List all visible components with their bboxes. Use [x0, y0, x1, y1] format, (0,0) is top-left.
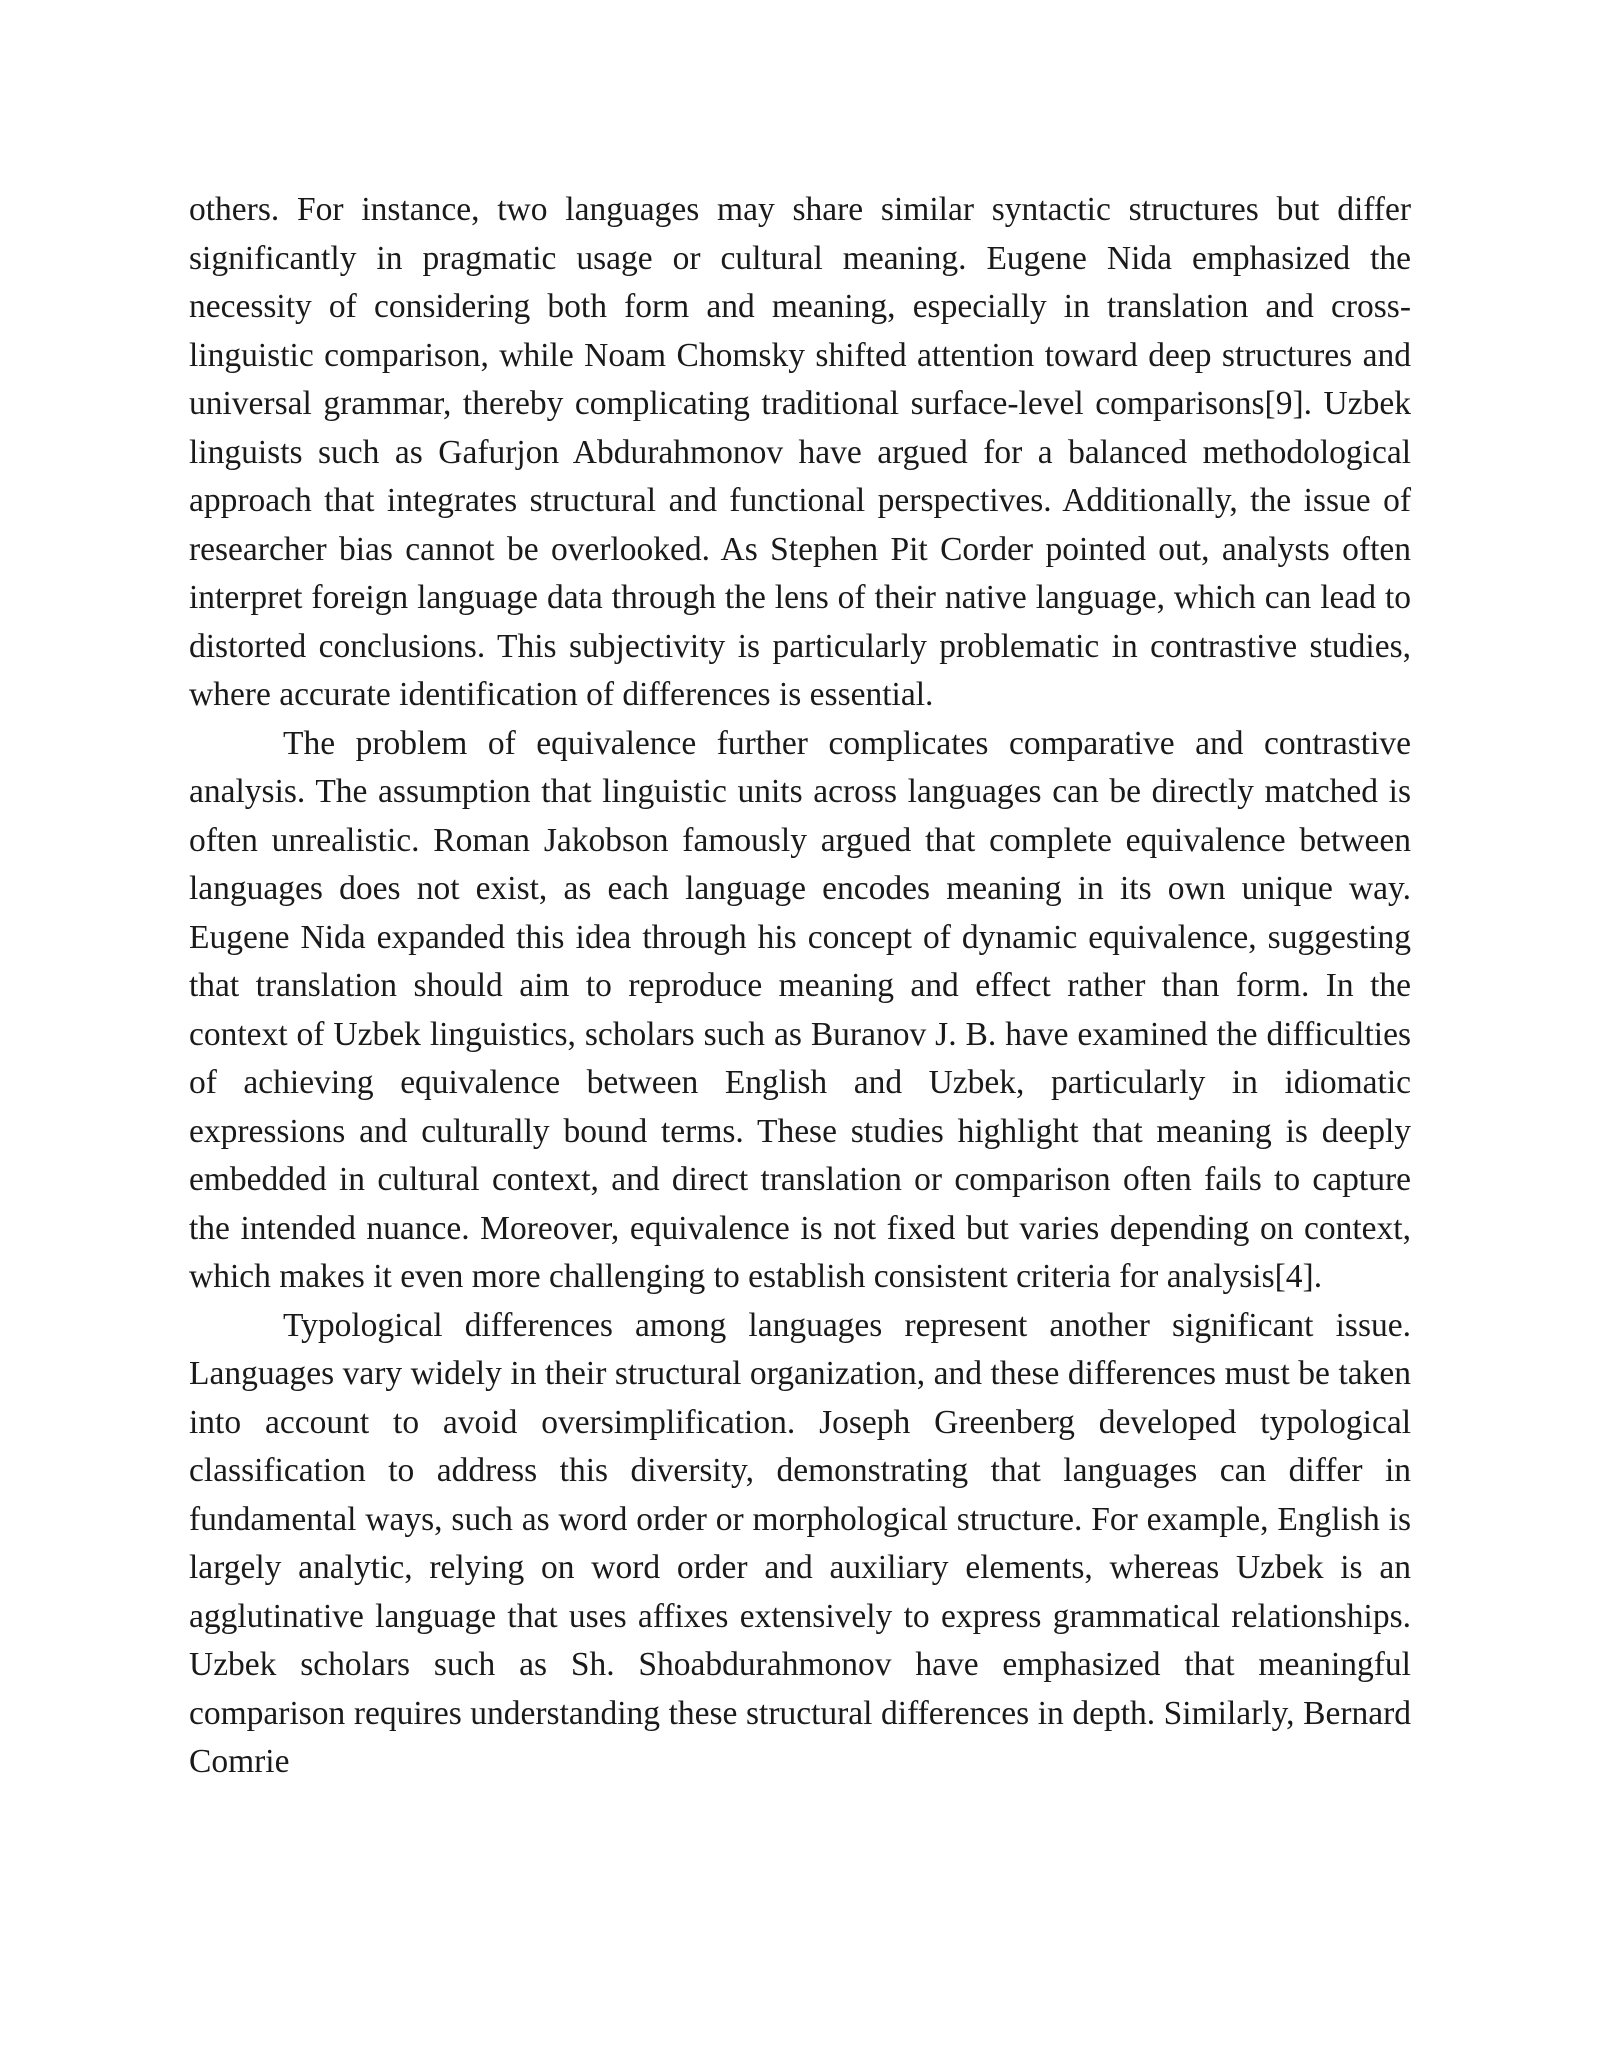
body-text [189, 186, 1411, 1787]
paragraph-3: Typological differences among languages represent another significant issue. Languages vary widely in their structural organization, and these differences must be taken into account to avoid oversimplification. Joseph Greenberg developed typological classification to address this diversity, demonstrating that languages can differ in fundamental ways, such as word order or morphological structure. For example, English is largely analytic, relying on word order and auxiliary elements, whereas Uzbek is an agglutinative language that uses affixes extensively to express grammatical relationships. Uzbek scholars such as Sh. Shoabdurahmonov have emphasized that meaningful comparison requires understanding these structural differences in depth. Similarly, Bernard Comrie [189, 1306, 1411, 1780]
paragraph-1: others. For instance, two languages may share similar syntactic structures but differ significantly in pragmatic usage or cultural meaning. Eugene Nida emphasized the necessity of considering both form and meaning, especially in translation and cross-linguistic comparison, while Noam Chomsky shifted attention toward deep structures and universal grammar, thereby complicating traditional surface-level comparisons[9]. Uzbek linguists such as Gafurjon Abdurahmonov have argued for a balanced methodological approach that integrates structural and functional perspectives. Additionally, the issue of researcher bias cannot be overlooked. As Stephen Pit Corder pointed out, analysts often interpret foreign language data through the lens of their native language, which can lead to distorted conclusions. This subjectivity is particularly problematic in contrastive studies, where accurate identification of differences is essential. [189, 191, 1411, 713]
paragraph-2: The problem of equivalence further complicates comparative and contrastive analysis. The assumption that linguistic units across languages can be directly matched is often unrealistic. Roman Jakobson famously argued that complete equivalence between languages does not exist, as each language encodes meaning in its own unique way. Eugene Nida expanded this idea through his concept of dynamic equivalence, suggesting that translation should aim to reproduce meaning and effect rather than form. In the context of Uzbek linguistics, scholars such as Buranov J. B. have examined the difficulties of achieving equivalence between English and Uzbek, particularly in idiomatic expressions and culturally bound terms. These studies highlight that meaning is deeply embedded in cultural context, and direct translation or comparison often fails to capture the intended nuance. Moreover, equivalence is not fixed but varies depending on context, which makes it even more challenging to establish consistent criteria for analysis[4]. [189, 724, 1411, 1295]
